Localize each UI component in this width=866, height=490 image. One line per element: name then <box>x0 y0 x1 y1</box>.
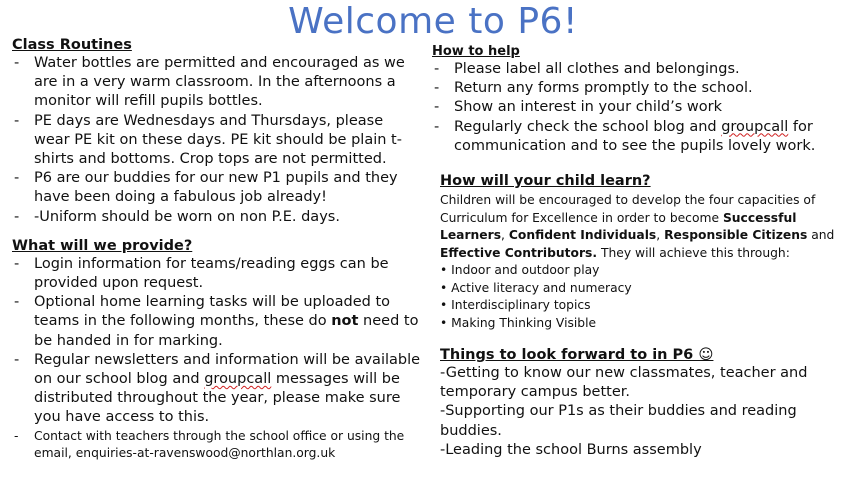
list-item: • Active literacy and numeracy <box>440 280 862 298</box>
forward-heading: Things to look forward to in P6 ☺ <box>440 347 714 364</box>
list-item: - Show an interest in your child’s work <box>432 98 862 117</box>
list-item: • Indoor and outdoor play <box>440 262 862 280</box>
list-item <box>12 428 422 462</box>
learn-intro <box>440 192 862 262</box>
learn-heading: How will your child learn? <box>440 173 651 190</box>
contact-list <box>12 428 422 462</box>
capacity-text: Confident Individuals <box>508 228 657 243</box>
list-item <box>12 351 422 428</box>
list-item: - P6 are our buddies for our new P1 pupils and they have been doing a fabulous job already! <box>12 169 422 207</box>
emphasis-text: not <box>331 313 359 330</box>
forward-line: -Getting to know our new classmates, teacher and temporary campus better. <box>440 365 808 401</box>
help-heading: How to help <box>432 44 520 59</box>
item-text: Contact with teachers through the school office or using the email, <box>34 428 405 460</box>
class-routines-heading: Class Routines <box>12 37 132 53</box>
email-text: enquiries-at-ravenswood@northlan.org.uk <box>75 445 336 460</box>
item-text: need to be handed in for marking. <box>34 313 419 349</box>
item-text: , <box>656 228 665 243</box>
page-title: Welcome to P6! <box>288 1 578 42</box>
forward-line: -Leading the school Burns assembly <box>440 441 702 458</box>
spellcheck-word: groupcall <box>204 371 272 388</box>
list-item: - PE days are Wednesdays and Thursdays, please wear PE kit on these days. PE kit should be plain t-shirts and bottoms. Crop tops are not permitted. <box>12 112 422 170</box>
item-text: messages will be distributed throughout the year, please make sure you have access to this. <box>34 371 401 426</box>
item-text: and <box>807 228 835 243</box>
list-item: - -Uniform should be worn on non P.E. days. <box>12 208 422 227</box>
right-column <box>432 44 862 460</box>
list-item: - Return any forms promptly to the school. <box>432 79 862 98</box>
capacity-text: Effective Contributors. <box>440 245 598 260</box>
learn-list <box>440 262 862 332</box>
item-text: Optional home learning tasks will be uploaded to teams in the following months, these do <box>34 294 391 330</box>
item-text: They will achieve this through: <box>597 245 790 260</box>
item-text: Children will be encouraged to develop the four capacities of Curriculum for Excellence in order to become <box>440 193 816 225</box>
list-item: • Interdisciplinary topics <box>440 297 862 315</box>
item-text: Regularly check the school blog and <box>454 118 722 135</box>
forward-line: -Supporting our P1s as their buddies and reading buddies. <box>440 403 797 439</box>
class-routines-list <box>12 54 422 227</box>
spellcheck-word: groupcall <box>721 118 789 135</box>
left-column <box>12 36 422 462</box>
list-item: - Water bottles are permitted and encouraged as we are in a very warm classroom. In the afternoons a monitor will refill pupils bottles. <box>12 54 422 112</box>
help-list <box>432 60 862 156</box>
list-item: - Please label all clothes and belongings. <box>432 60 862 79</box>
item-text: Regular newsletters and information will be available on our school blog and <box>34 351 421 388</box>
list-item: • Making Thinking Visible <box>440 315 862 333</box>
item-text: , <box>501 228 509 243</box>
list-item <box>432 118 862 156</box>
capacity-text: Successful Learners <box>440 210 797 243</box>
list-item: - Login information for teams/reading eggs can be provided upon request. <box>12 255 422 293</box>
provide-list <box>12 255 422 428</box>
provide-heading: What will we provide? <box>12 237 193 254</box>
item-text: for communication and to see the pupils lovely work. <box>454 118 816 154</box>
list-item <box>12 293 422 351</box>
capacity-text: Responsible Citizens <box>664 228 808 243</box>
